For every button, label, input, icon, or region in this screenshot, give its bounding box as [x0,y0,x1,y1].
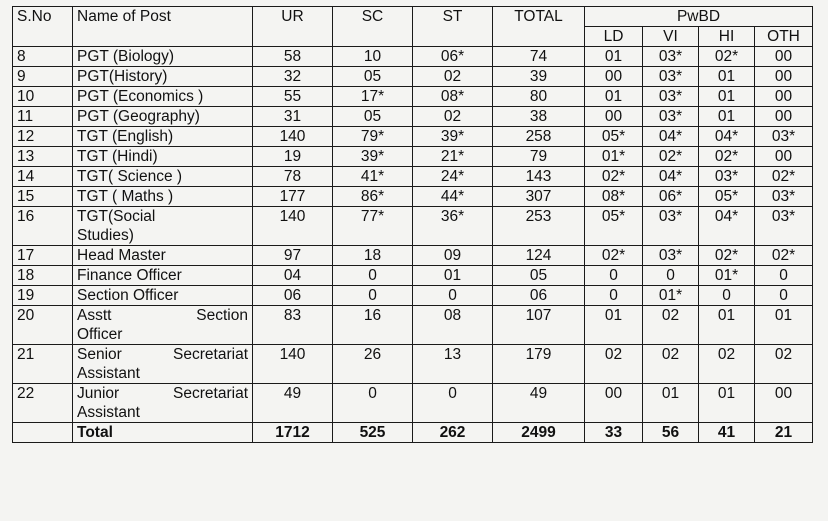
cell-hi: 01 [699,384,755,423]
cell-total: 143 [493,167,585,187]
header-hi: HI [699,27,755,47]
cell-st: 02 [413,67,493,87]
cell-post-name [73,167,253,187]
total-sc: 525 [333,423,413,443]
cell-oth: 00 [755,67,813,87]
cell-ld: 01 [585,47,643,67]
post-line: PGT(History) [77,68,168,85]
cell-ld: 0 [585,286,643,306]
cell-sc: 10 [333,47,413,67]
post-line: PGT (Economics ) [77,88,204,105]
cell-vi: 02* [643,147,699,167]
post-line [77,345,248,364]
header-sno: S.No [13,7,73,47]
cell-sc: 0 [333,266,413,286]
cell-ld: 02* [585,246,643,266]
cell-vi: 03* [643,207,699,246]
cell-total: 80 [493,87,585,107]
cell-oth: 02 [755,345,813,384]
table-header [13,7,813,47]
cell-post-name [73,384,253,423]
cell-sc: 17* [333,87,413,107]
cell-ur: 32 [253,67,333,87]
cell-vi: 0 [643,266,699,286]
total-label: Total [73,423,253,443]
cell-st: 21* [413,147,493,167]
cell-ld: 00 [585,384,643,423]
cell-post-name [73,345,253,384]
table-row [13,67,813,87]
cell-sno: 8 [13,47,73,67]
cell-post-name [73,266,253,286]
cell-st: 44* [413,187,493,207]
header-vi: VI [643,27,699,47]
table-row [13,87,813,107]
cell-oth: 00 [755,384,813,423]
total-st: 262 [413,423,493,443]
cell-vi: 01 [643,384,699,423]
cell-oth: 0 [755,266,813,286]
cell-vi: 03* [643,47,699,67]
cell-total: 258 [493,127,585,147]
cell-ld: 00 [585,67,643,87]
table-row [13,127,813,147]
cell-total: 179 [493,345,585,384]
table-row [13,187,813,207]
cell-st: 06* [413,47,493,67]
cell-sno: 20 [13,306,73,345]
cell-st: 08 [413,306,493,345]
cell-post-name [73,127,253,147]
cell-oth: 00 [755,147,813,167]
cell-hi: 02* [699,47,755,67]
cell-oth: 03* [755,127,813,147]
cell-sno: 15 [13,187,73,207]
cell-ld: 01 [585,87,643,107]
cell-ur: 97 [253,246,333,266]
cell-sc: 77* [333,207,413,246]
cell-st: 39* [413,127,493,147]
total-vi: 56 [643,423,699,443]
cell-sno: 12 [13,127,73,147]
cell-total: 39 [493,67,585,87]
cell-hi: 01 [699,107,755,127]
post-line: TGT (English) [77,128,174,145]
header-post: Name of Post [73,7,253,47]
table-row [13,167,813,187]
cell-st: 08* [413,87,493,107]
header-st: ST [413,7,493,47]
cell-sno [13,423,73,443]
cell-hi: 02 [699,345,755,384]
post-line: Section Officer [77,287,179,304]
cell-ur: 140 [253,207,333,246]
post-line: TGT( Science ) [77,168,183,185]
cell-sc: 26 [333,345,413,384]
cell-ur: 177 [253,187,333,207]
cell-total: 253 [493,207,585,246]
total-ur: 1712 [253,423,333,443]
post-word: Secretariat [173,385,248,402]
cell-hi: 01* [699,266,755,286]
cell-hi: 01 [699,306,755,345]
cell-oth: 00 [755,47,813,67]
header-total: TOTAL [493,7,585,47]
table-row [13,384,813,423]
cell-ld: 0 [585,266,643,286]
vacancy-table [12,6,813,443]
header-oth: OTH [755,27,813,47]
cell-total: 06 [493,286,585,306]
cell-post-name [73,47,253,67]
total-oth: 21 [755,423,813,443]
cell-vi: 03* [643,87,699,107]
cell-total: 38 [493,107,585,127]
header-ur: UR [253,7,333,47]
post-word: Senior [77,346,122,363]
cell-oth: 03* [755,187,813,207]
post-line: TGT(Social [77,208,156,225]
cell-sc: 05 [333,67,413,87]
cell-oth: 03* [755,207,813,246]
cell-hi: 01 [699,87,755,107]
cell-ur: 78 [253,167,333,187]
cell-hi: 01 [699,67,755,87]
cell-sc: 18 [333,246,413,266]
cell-ld: 01* [585,147,643,167]
post-line: Assistant [77,404,140,421]
cell-post-name [73,306,253,345]
cell-hi: 04* [699,127,755,147]
cell-total: 74 [493,47,585,67]
cell-st: 36* [413,207,493,246]
cell-st: 13 [413,345,493,384]
cell-st: 01 [413,266,493,286]
cell-sno: 18 [13,266,73,286]
cell-post-name [73,207,253,246]
cell-total: 124 [493,246,585,266]
cell-ur: 31 [253,107,333,127]
cell-sc: 86* [333,187,413,207]
post-line: TGT (Hindi) [77,148,158,165]
cell-vi: 06* [643,187,699,207]
cell-sc: 0 [333,286,413,306]
table-row [13,266,813,286]
header-pwbd: PwBD [585,7,813,27]
cell-ur: 19 [253,147,333,167]
cell-post-name [73,107,253,127]
post-line [77,384,248,403]
post-line [77,306,248,325]
cell-vi: 04* [643,167,699,187]
cell-hi: 05* [699,187,755,207]
total-ld: 33 [585,423,643,443]
post-word: Asstt [77,307,112,324]
cell-ur: 140 [253,345,333,384]
cell-total: 05 [493,266,585,286]
cell-vi: 03* [643,246,699,266]
post-line: Head Master [77,247,166,264]
cell-total: 107 [493,306,585,345]
post-line: Assistant [77,365,140,382]
cell-sc: 41* [333,167,413,187]
cell-ur: 55 [253,87,333,107]
cell-sno: 21 [13,345,73,384]
cell-oth: 00 [755,107,813,127]
cell-post-name [73,147,253,167]
cell-total: 307 [493,187,585,207]
table-row [13,107,813,127]
cell-st: 24* [413,167,493,187]
cell-hi: 02* [699,246,755,266]
cell-ld: 02* [585,167,643,187]
cell-sc: 16 [333,306,413,345]
cell-vi: 03* [643,67,699,87]
total-total: 2499 [493,423,585,443]
table-row [13,306,813,345]
post-word: Section [196,307,248,324]
cell-ld: 02 [585,345,643,384]
table-row [13,207,813,246]
cell-hi: 03* [699,167,755,187]
cell-ld: 05* [585,127,643,147]
cell-ur: 04 [253,266,333,286]
cell-sno: 22 [13,384,73,423]
table-row [13,47,813,67]
post-line: Officer [77,326,123,343]
cell-sno: 17 [13,246,73,266]
total-row [13,423,813,443]
cell-sno: 11 [13,107,73,127]
cell-sno: 13 [13,147,73,167]
cell-vi: 04* [643,127,699,147]
table-row [13,246,813,266]
cell-post-name [73,187,253,207]
table-row [13,147,813,167]
post-word: Secretariat [173,346,248,363]
cell-post-name [73,87,253,107]
header-ld: LD [585,27,643,47]
cell-vi: 03* [643,107,699,127]
cell-ld: 08* [585,187,643,207]
cell-hi: 04* [699,207,755,246]
table-row [13,286,813,306]
cell-sno: 19 [13,286,73,306]
header-sc: SC [333,7,413,47]
cell-oth: 0 [755,286,813,306]
cell-sc: 05 [333,107,413,127]
cell-post-name [73,67,253,87]
cell-total: 49 [493,384,585,423]
cell-sc: 39* [333,147,413,167]
cell-ld: 05* [585,207,643,246]
cell-st: 0 [413,384,493,423]
cell-ld: 00 [585,107,643,127]
cell-sno: 14 [13,167,73,187]
cell-sno: 10 [13,87,73,107]
cell-hi: 0 [699,286,755,306]
total-hi: 41 [699,423,755,443]
cell-sno: 9 [13,67,73,87]
cell-oth: 02* [755,246,813,266]
cell-sno: 16 [13,207,73,246]
cell-ur: 49 [253,384,333,423]
cell-post-name [73,246,253,266]
table-row [13,345,813,384]
cell-total: 79 [493,147,585,167]
cell-oth: 01 [755,306,813,345]
cell-ur: 58 [253,47,333,67]
cell-vi: 02 [643,345,699,384]
cell-ur: 140 [253,127,333,147]
post-line: PGT (Geography) [77,108,200,125]
cell-ur: 83 [253,306,333,345]
cell-st: 09 [413,246,493,266]
cell-oth: 00 [755,87,813,107]
cell-vi: 01* [643,286,699,306]
table-body [13,47,813,443]
cell-st: 02 [413,107,493,127]
vacancy-sheet [12,6,812,515]
cell-oth: 02* [755,167,813,187]
cell-sc: 79* [333,127,413,147]
post-line: PGT (Biology) [77,48,175,65]
cell-ld: 01 [585,306,643,345]
cell-post-name [73,286,253,306]
post-line: Finance Officer [77,267,182,284]
cell-vi: 02 [643,306,699,345]
post-word: Junior [77,385,120,402]
cell-sc: 0 [333,384,413,423]
cell-st: 0 [413,286,493,306]
cell-ur: 06 [253,286,333,306]
post-line: TGT ( Maths ) [77,188,174,205]
post-line: Studies) [77,227,134,244]
cell-hi: 02* [699,147,755,167]
